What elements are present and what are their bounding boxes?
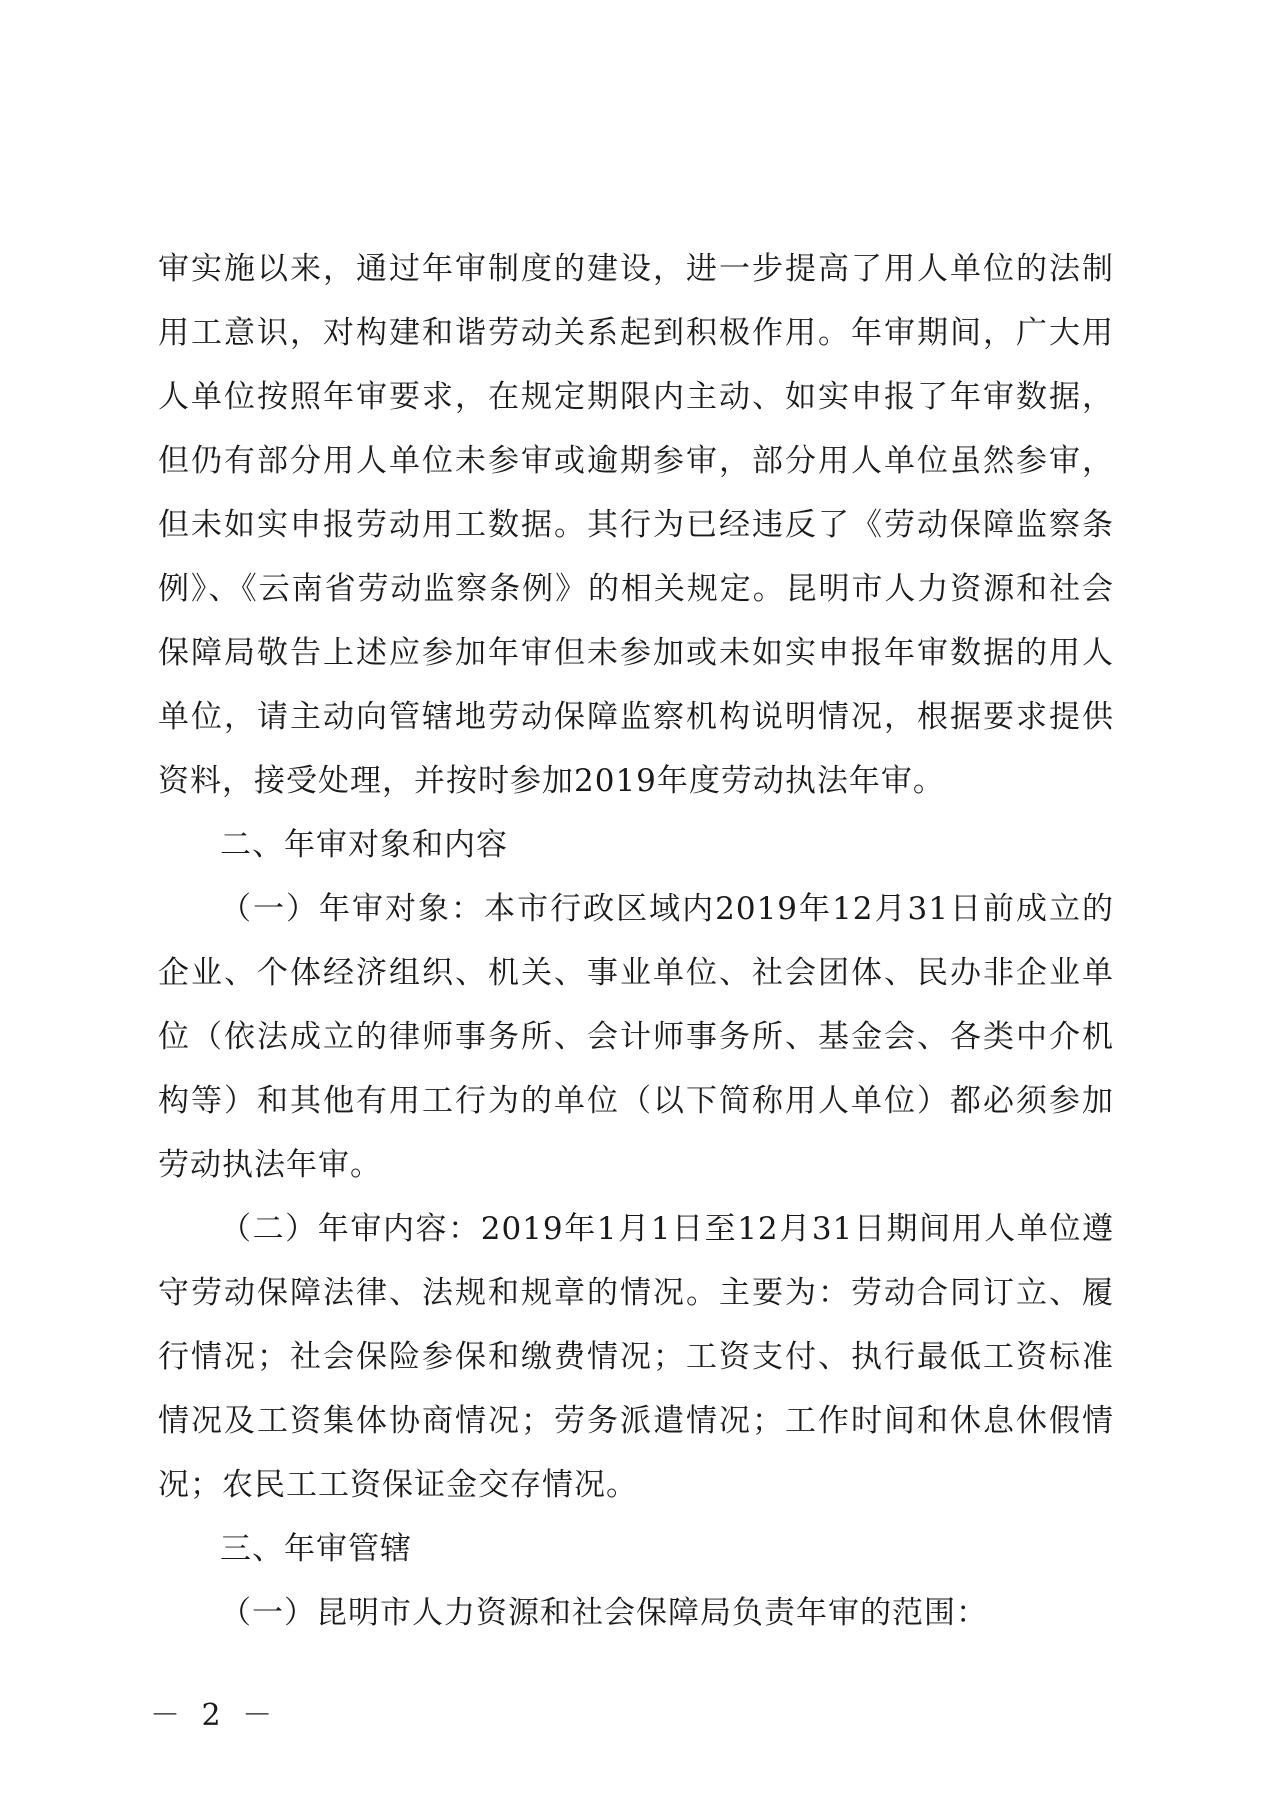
subsection-label-audit-objects: （一）年审对象： [220,891,485,927]
subsection-text-audit-objects: 本市行政区域内2019年12月31日前成立的企业、个体经济组织、机关、事业单位、社会团体、民办非企业单位（依法成立的律师事务所、会计师事务所、基金会、各类中介机构等）和其他有用工行为的单位（以下简称用人单位）都必须参加劳动执法年审。 [158,891,1114,1183]
section-heading-audit-scope: 二、年审对象和内容 [220,827,508,863]
subsection-text-audit-content: 2019年1月1日至12月31日期间用人单位遵守劳动保障法律、法规和规章的情况。主要为：劳动合同订立、履行情况；社会保险参保和缴费情况；工资支付、执行最低工资标准情况及工资集体协商情况；劳务派遣情况；工作时间和休息休假情况；农民工工资保证金交存情况。 [158,1211,1115,1503]
paragraph-audit-objects [158,877,1114,1197]
page-number: － 2 － [150,1698,279,1733]
subsection-label-audit-content: （二）年审内容： [220,1211,481,1247]
document-body [158,237,1114,1645]
paragraph-audit-content [158,1197,1114,1517]
paragraph-intro-continued: 审实施以来，通过年审制度的建设，进一步提高了用人单位的法制用工意识，对构建和谐劳动关系起到积极作用。年审期间，广大用人单位按照年审要求，在规定期限内主动、如实申报了年审数据，但仍有部分用人单位未参审或逾期参审，部分用人单位虽然参审，但未如实申报劳动用工数据。其行为已经违反了《劳动保障监察条例》、《云南省劳动监察条例》的相关规定。昆明市人力资源和社会保障局敬告上述应参加年审但未参加或未如实申报年审数据的用人单位，请主动向管辖地劳动保障监察机构说明情况，根据要求提供资料，接受处理，并按时参加2019年度劳动执法年审。 [158,251,1114,799]
paragraph-jurisdiction-city: （一）昆明市人力资源和社会保障局负责年审的范围： [220,1595,988,1631]
section-heading-audit-jurisdiction: 三、年审管辖 [220,1531,412,1567]
